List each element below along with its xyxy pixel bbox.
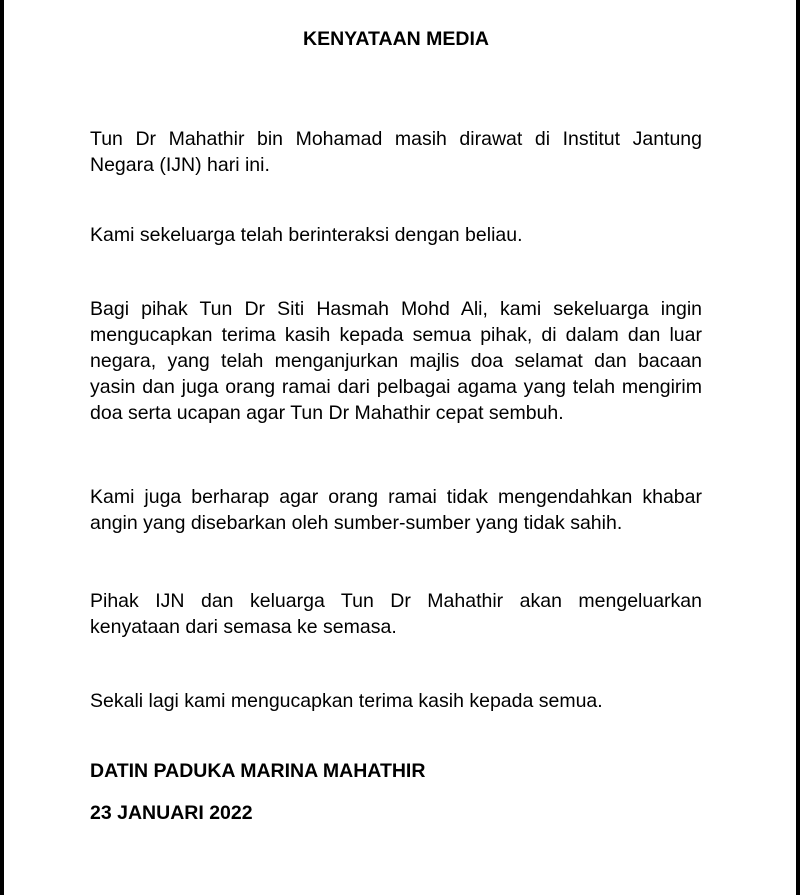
- paragraph-treatment-status: Tun Dr Mahathir bin Mohamad masih dirawat di Institut Jantung Negara (IJN) hari ini.: [90, 128, 702, 176]
- signatory-name: DATIN PADUKA MARINA MAHATHIR: [90, 760, 426, 782]
- paragraph-family-interaction: Kami sekeluarga telah berinteraksi dengan beliau.: [90, 224, 523, 246]
- paragraph-thanks: Bagi pihak Tun Dr Siti Hasmah Mohd Ali, kami sekeluarga ingin mengucapkan terima kasih kepada semua pihak, di dalam dan luar negara, yang telah menganjurkan majlis doa selamat dan bacaan yasin dan juga orang ramai dari pelbagai agama yang telah mengirim doa serta ucapan agar Tun Dr Mahathir cepat sembuh.: [90, 298, 702, 424]
- document-body: [90, 26, 702, 826]
- document-title: KENYATAAN MEDIA: [303, 28, 489, 50]
- paragraph-updates: Pihak IJN dan keluarga Tun Dr Mahathir akan mengeluarkan kenyataan dari semasa ke semasa.: [90, 590, 702, 638]
- document-page: [4, 0, 796, 895]
- paragraph-rumours: Kami juga berharap agar orang ramai tidak mengendahkan khabar angin yang disebarkan oleh sumber-sumber yang tidak sahih.: [90, 486, 702, 534]
- statement-date: 23 JANUARI 2022: [90, 802, 253, 824]
- paragraph-closing: Sekali lagi kami mengucapkan terima kasih kepada semua.: [90, 690, 603, 712]
